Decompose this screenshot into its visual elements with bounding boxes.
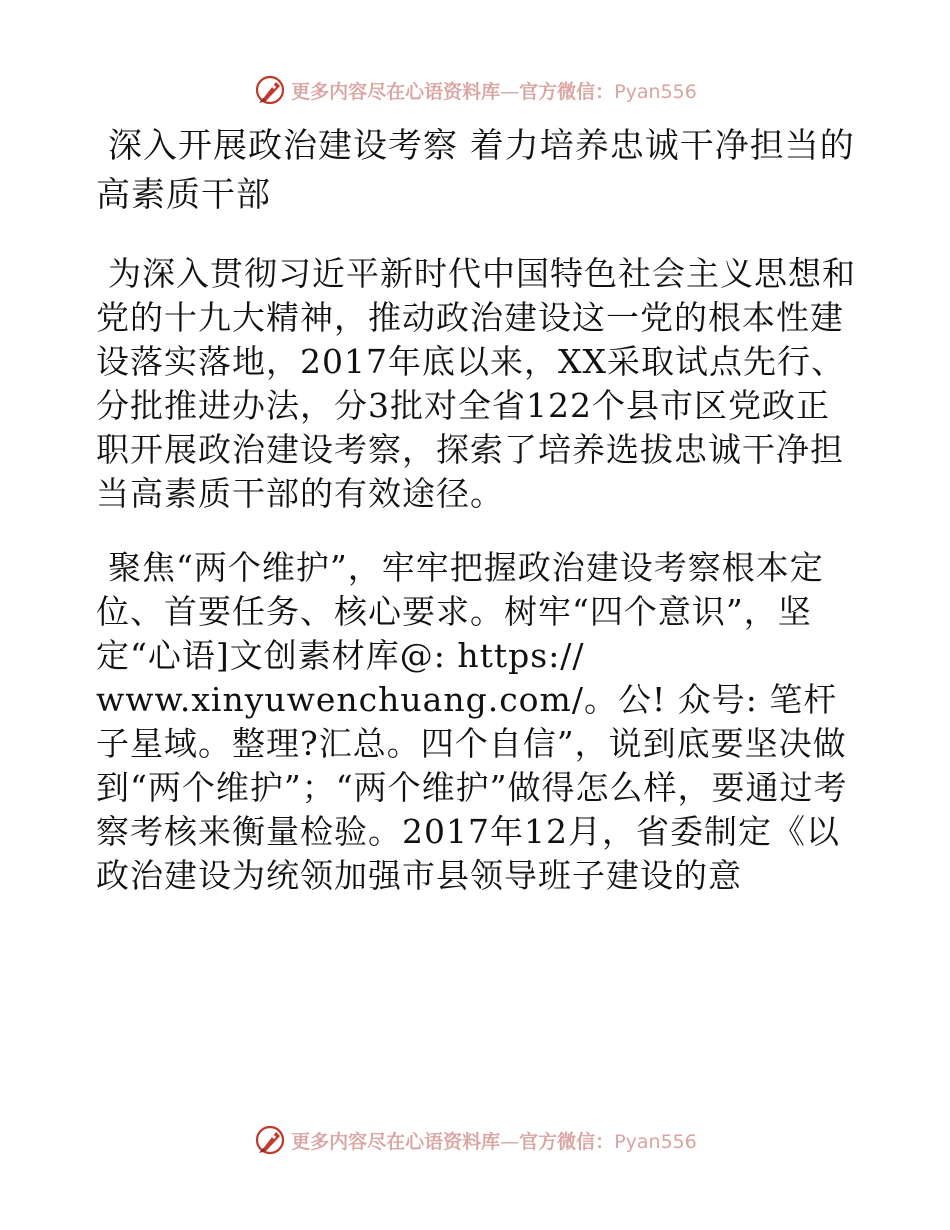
banner-separator: — (500, 80, 520, 103)
banner-wechat-label: 官方微信： (519, 80, 615, 103)
pen-nib-logo-icon (253, 73, 287, 107)
paragraph-intro: 为深入贯彻习近平新时代中国特色社会主义思想和党的十九大精神，推动政治建设这一党的根本性建设落实落地，2017年底以来，XX采取试点先行、分批推进办法，分3批对全省122个县市区党政正职开展政治建设考察，探索了培养选拔忠诚干净担当高素质干部的有效途径。 (96, 254, 856, 513)
banner-main-text: 更多内容尽在心语资料库 (291, 1130, 501, 1153)
banner-separator: — (500, 1130, 520, 1153)
footer-banner (0, 1120, 950, 1160)
banner-main-text: 更多内容尽在心语资料库 (291, 80, 501, 103)
pen-nib-logo-icon (253, 1123, 287, 1157)
banner-wechat-id: Pyan556 (614, 80, 697, 103)
header-banner (0, 70, 950, 110)
banner-wechat-label: 官方微信： (519, 1130, 615, 1153)
document-title: 深入开展政治建设考察 着力培养忠诚干净担当的高素质干部 (96, 126, 855, 215)
paragraph-focus: 聚焦“两个维护”，牢牢把握政治建设考察根本定位、首要任务、核心要求。树牢“四个意识”，坚定“心语]文创素材库@: https:// www.xinyuwenchuang.com/。公! 众号: 笔杆子星域。整理?汇总。四个自信”，说到底要坚决做到“两个维护”；“两个维护”做得怎么样，要通过考察考核来衡量检验。2017年12月，省委制定《以政治建设为统领加强市县领导班子建设的意 (96, 548, 848, 895)
document-body (96, 122, 856, 898)
banner-caption (291, 1127, 697, 1154)
banner-wechat-id: Pyan556 (614, 1130, 697, 1153)
banner-caption (291, 77, 697, 104)
